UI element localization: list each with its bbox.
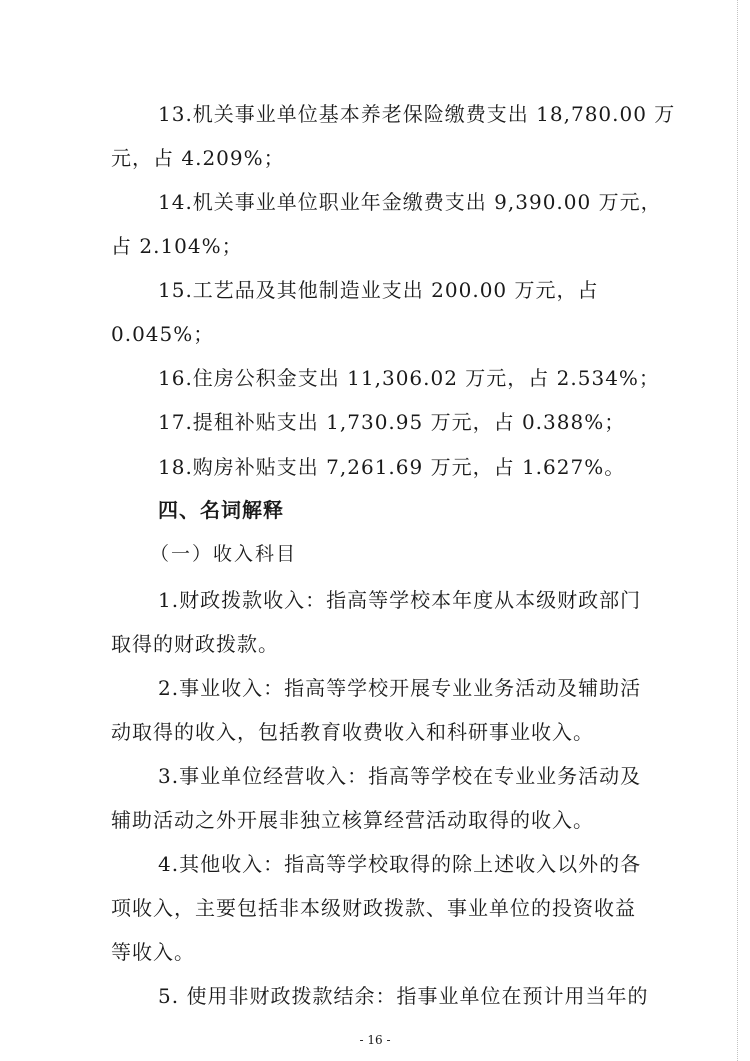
term-2-line-a: 2.事业收入：指高等学校开展专业业务活动及辅助活 [158,676,642,700]
text-line-17: 17.提租补贴支出 1,730.95 万元，占 0.388%； [158,410,626,434]
page-number: - 16 - [359,1033,391,1047]
subsection-heading: （一）收入科目 [150,543,298,565]
text-line-13b: 元，占 4.209%； [111,146,285,170]
scan-edge-line [737,0,738,1061]
term-4-line-b: 项收入，主要包括非本级财政拨款、事业单位的投资收益 [111,896,636,920]
term-4-line-c: 等收入。 [111,940,195,964]
term-3-line-a: 3.事业单位经营收入：指高等学校在专业业务活动及 [158,764,642,788]
text-line-15b: 0.045%； [111,322,215,346]
term-3-line-b: 辅助活动之外开展非独立核算经营活动取得的收入。 [111,808,594,832]
term-5-line-a: 5. 使用非财政拨款结余：指事业单位在预计用当年的 [158,984,649,1008]
text-line-18: 18.购房补贴支出 7,261.69 万元，占 1.627%。 [158,455,626,479]
term-1-line-a: 1.财政拨款收入：指高等学校本年度从本级财政部门 [158,588,642,612]
term-4-line-a: 4.其他收入：指高等学校取得的除上述收入以外的各 [158,852,642,876]
term-2-line-b: 动取得的收入，包括教育收费收入和科研事业收入。 [111,720,594,744]
section-heading: 四、名词解释 [158,498,284,522]
text-line-15a: 15.工艺品及其他制造业支出 200.00 万元，占 [158,278,599,302]
text-line-16: 16.住房公积金支出 11,306.02 万元，占 2.534%； [158,366,660,390]
term-1-line-b: 取得的财政拨款。 [111,632,279,656]
text-line-14a: 14.机关事业单位职业年金缴费支出 9,390.00 万元， [158,190,662,214]
text-line-13a: 13.机关事业单位基本养老保险缴费支出 18,780.00 万 [158,102,676,126]
text-line-14b: 占 2.104%； [111,234,243,258]
